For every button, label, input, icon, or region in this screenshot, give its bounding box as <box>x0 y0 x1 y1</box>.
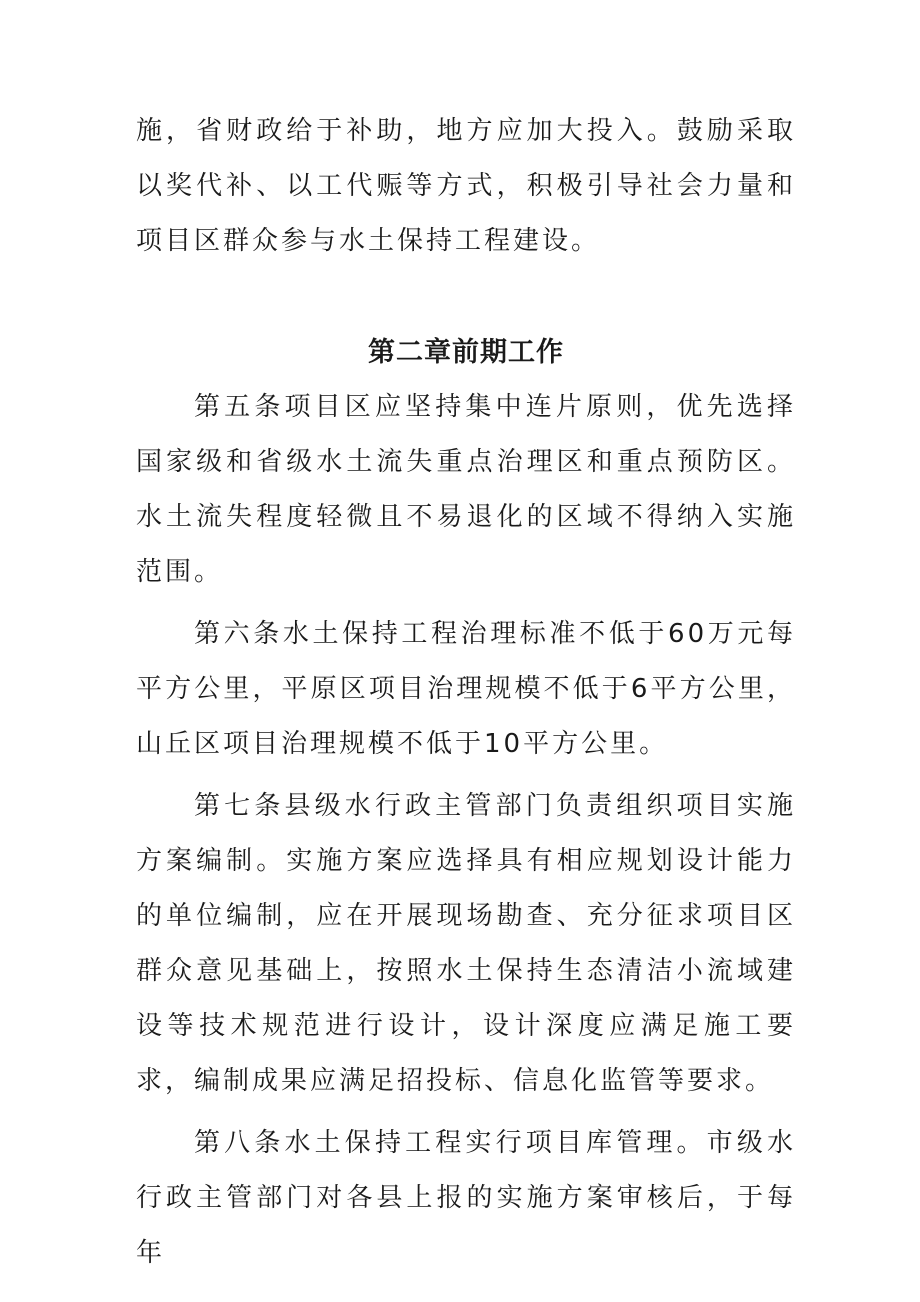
paragraph-spacer <box>136 1109 796 1116</box>
article-7-paragraph: 第七条县级水行政主管部门负责组织项目实施方案编制。实施方案应选择具有相应规划设计能力的单位编制，应在开展现场勘查、充分征求项目区群众意见基础上，按照水土保持生态清洁小流域建设等技术规范进行设计，设计深度应满足施工要求，编制成果应满足招投标、信息化监管等要求。 <box>136 791 796 1096</box>
article-5-paragraph: 第五条项目区应坚持集中连片原则，优先选择国家级和省级水土流失重点治理区和重点预防区。水土流失程度轻微且不易退化的区域不得纳入实施范围。 <box>136 392 796 587</box>
article-8-paragraph: 第八条水土保持工程实行项目库管理。市级水行政主管部门对各县上报的实施方案审核后，于每年 <box>136 1128 796 1268</box>
continuation-paragraph: 施，省财政给于补助，地方应加大投入。鼓励采取以奖代补、以工代赈等方式，积极引导社会力量和项目区群众参与水土保持工程建设。 <box>136 116 796 256</box>
article-6-paragraph: 第六条水土保持工程治理标准不低于60万元每平方公里，平原区项目治理规模不低于6平方公里，山丘区项目治理规模不低于10平方公里。 <box>136 619 796 759</box>
paragraph-spacer <box>136 772 796 779</box>
paragraph-spacer <box>136 600 796 607</box>
document-body <box>136 104 796 1281</box>
section-spacer <box>136 269 796 325</box>
chapter-heading: 第二章前期工作 <box>368 337 564 368</box>
